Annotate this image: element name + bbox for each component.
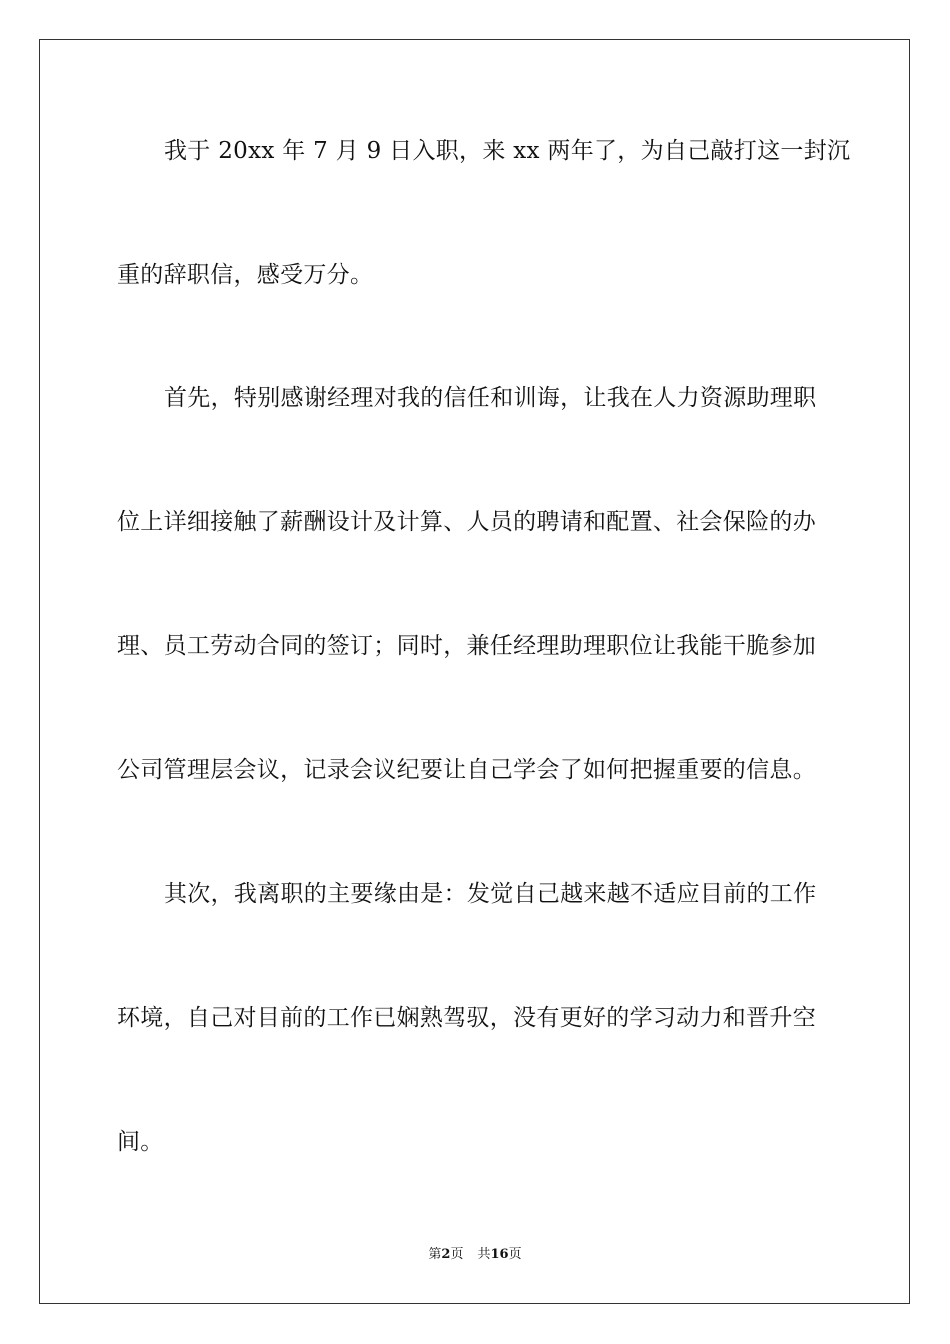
paragraph-1-line-2: 重的辞职信，感受万分。 [117, 262, 374, 288]
paragraph-3-line-2: 环境，自己对目前的工作已娴熟驾驭，没有更好的学习动力和晋升空 [117, 1005, 816, 1031]
page-frame [39, 39, 910, 1304]
paragraph-2-line-3: 理、员工劳动合同的签订；同时，兼任经理助理职位让我能干脆参加 [117, 633, 816, 659]
paragraph-2-line-1: 首先，特别感谢经理对我的信任和训诲，让我在人力资源助理职 [164, 385, 817, 411]
footer-total-suffix: 页 [508, 1247, 522, 1262]
page-footer [0, 1246, 950, 1264]
paragraph-3-line-3: 间。 [117, 1129, 164, 1155]
paragraph-3-line-1: 其次，我离职的主要缘由是：发觉自己越来越不适应目前的工作 [164, 881, 817, 907]
footer-page-suffix: 页 [450, 1247, 464, 1262]
footer-page-total: 16 [490, 1247, 509, 1262]
paragraph-1-line-1: 我于 20xx 年 7 月 9 日入职，来 xx 两年了，为自己敲打这一封沉 [164, 138, 851, 164]
footer-page-current: 2 [441, 1247, 451, 1262]
paragraph-2-line-2: 位上详细接触了薪酬设计及计算、人员的聘请和配置、社会保险的办 [117, 509, 816, 535]
paragraph-2-line-4: 公司管理层会议，记录会议纪要让自己学会了如何把握重要的信息。 [117, 757, 816, 783]
footer-page-prefix: 第 [428, 1247, 442, 1262]
footer-total-prefix: 共 [477, 1247, 491, 1262]
